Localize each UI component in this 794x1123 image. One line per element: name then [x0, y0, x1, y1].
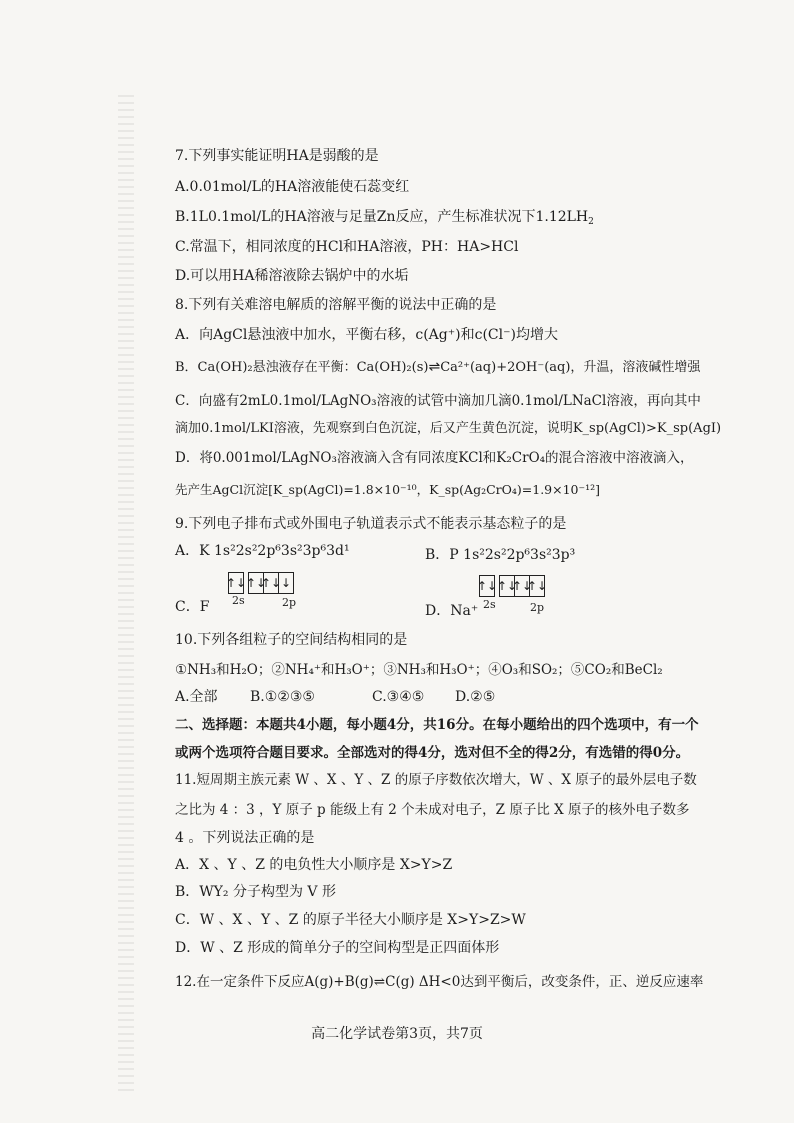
q7-option-b [175, 208, 594, 231]
q7-option-b-text: B.1L0.1mol/L的HA溶液与足量Zn反应，产生标准状况下1.12LH [175, 209, 589, 225]
orbital-cell: ↑↓ [515, 576, 530, 596]
q11-stem-line1: 11.短周期主族元素 W 、X 、Y 、Z 的原子序数依次增大，W 、X 原子的最外层电子数 [175, 772, 697, 788]
q9-option-d: D．Na⁺ [425, 603, 479, 619]
q9-d-label-2s: 2s [483, 598, 496, 611]
q7-stem: 7.下列事实能证明HA是弱酸的是 [175, 148, 379, 164]
equilibrium-arrow-icon: ⇌ [428, 359, 441, 375]
q11-option-a: A．X 、Y 、Z 的电负性大小顺序是 X>Y>Z [175, 857, 453, 873]
orbital-cell: ↑↓ [225, 576, 247, 590]
orbital-cell: ↑↓ [526, 579, 548, 593]
orbital-cell: ↓ [280, 576, 292, 590]
q10-option-d: D.②⑤ [455, 689, 496, 705]
q9-d-orbital-diagram [476, 575, 548, 597]
q12-stem-line1: 12.在一定条件下反应A(g)+B(g)⇌C(g) ΔH<0达到平衡后，改变条件，正、逆反应速率 [175, 974, 704, 990]
q10-option-b: B.①②③⑤ [250, 689, 315, 705]
orbital-2p-box [245, 572, 294, 594]
orbital-2s-box [225, 572, 247, 594]
q11-option-b: B．WY₂ 分子构型为 V 形 [175, 884, 336, 900]
q10-stem: 10.下列各组粒子的空间结构相同的是 [175, 632, 408, 648]
q9-option-c: C．F [175, 599, 210, 615]
section2-instructions-line2: 或两个选项符合题目要求。全部选对的得4分，选对但不全的得2分，有选错的得0分。 [175, 745, 690, 761]
q7-option-c: C.常温下，相同浓度的HCl和HA溶液，PH：HA>HCl [175, 239, 519, 255]
q9-c-label-2s: 2s [232, 594, 245, 607]
q8-option-b-pre: B．Ca(OH)₂悬浊液存在平衡：Ca(OH)₂(s) [175, 360, 429, 375]
scan-margin-artifact [118, 95, 134, 1095]
q8-option-c-line2: 滴加0.1mol/LKI溶液，先观察到白色沉淀，后又产生黄色沉淀，说明K_sp(AgCl)>K_sp(AgI) [175, 421, 722, 436]
q8-stem: 8.下列有关难溶电解质的溶解平衡的说法中正确的是 [175, 297, 497, 313]
q7-option-d: D.可以用HA稀溶液除去锅炉中的水垢 [175, 268, 409, 284]
q8-option-c-line1: C．向盛有2mL0.1mol/LAgNO₃溶液的试管中滴加几滴0.1mol/LNaCl溶液，再向其中 [175, 393, 701, 409]
q8-option-d-line1: D．将0.001mol/LAgNO₃溶液滴入含有同浓度KCl和K₂CrO₄的混合溶液中溶液滴入， [175, 450, 694, 466]
q8-option-b-post: Ca²⁺(aq)+2OH⁻(aq)，升温，溶液碱性增强 [440, 360, 701, 375]
q10-option-a: A.全部 [175, 689, 218, 705]
q8-option-d-line2: 先产生AgCl沉淀[K_sp(AgCl)=1.8×10⁻¹⁰，K_sp(Ag₂CrO₄)=1.9×10⁻¹²] [175, 482, 600, 497]
q9-c-orbital-diagram [225, 572, 294, 594]
page-footer: 高二化学试卷第3页，共7页 [311, 1026, 483, 1042]
q8-option-b [175, 358, 700, 377]
q7-option-b-sub: 2 [588, 217, 594, 227]
q10-items: ①NH₃和H₂O；②NH₄⁺和H₃O⁺；③NH₃和H₃O⁺；④O₃和SO₂；⑤CO₂和BeCl₂ [175, 662, 663, 678]
orbital-cell: ↑↓ [476, 579, 498, 593]
q11-stem-line3: 4 。下列说法正确的是 [175, 830, 315, 846]
orbital-cell: ↑↓ [500, 576, 515, 596]
q9-d-label-2p: 2p [530, 601, 545, 614]
q8-option-a: A．向AgCl悬浊液中加水，平衡右移，c(Ag⁺)和c(Cl⁻)均增大 [175, 327, 558, 343]
q9-option-b: B．P 1s²2s²2p⁶3s²3p³ [425, 547, 576, 563]
q11-option-d: D．W 、Z 形成的简单分子的空间构型是正四面体形 [175, 940, 500, 956]
orbital-cell: ↑↓ [264, 573, 279, 593]
q11-stem-line2: 之比为 4 ：3 ，Y 原子 p 能级上有 2 个未成对电子，Z 原子比 X 原子的核外电子数多 [175, 802, 690, 818]
orbital-cell: ↑↓ [249, 573, 264, 593]
q9-stem: 9.下列电子排布式或外围电子轨道表示式不能表示基态粒子的是 [175, 516, 567, 532]
q9-c-label-2p: 2p [282, 596, 297, 609]
orbital-2p-box [496, 575, 548, 597]
section2-instructions-line1: 二、选择题：本题共4小题，每小题4分，共16分。在每小题给出的四个选项中，有一个 [175, 717, 699, 733]
q7-option-a: A.0.01mol/L的HA溶液能使石蕊变红 [175, 179, 410, 195]
q11-option-c: C．W 、X 、Y 、Z 的原子半径大小顺序是 X>Y>Z>W [175, 912, 526, 928]
orbital-2s-box [476, 575, 498, 597]
q10-option-c: C.③④⑤ [372, 689, 425, 705]
q9-option-a: A．K 1s²2s²2p⁶3s²3p⁶3d¹ [175, 543, 350, 559]
